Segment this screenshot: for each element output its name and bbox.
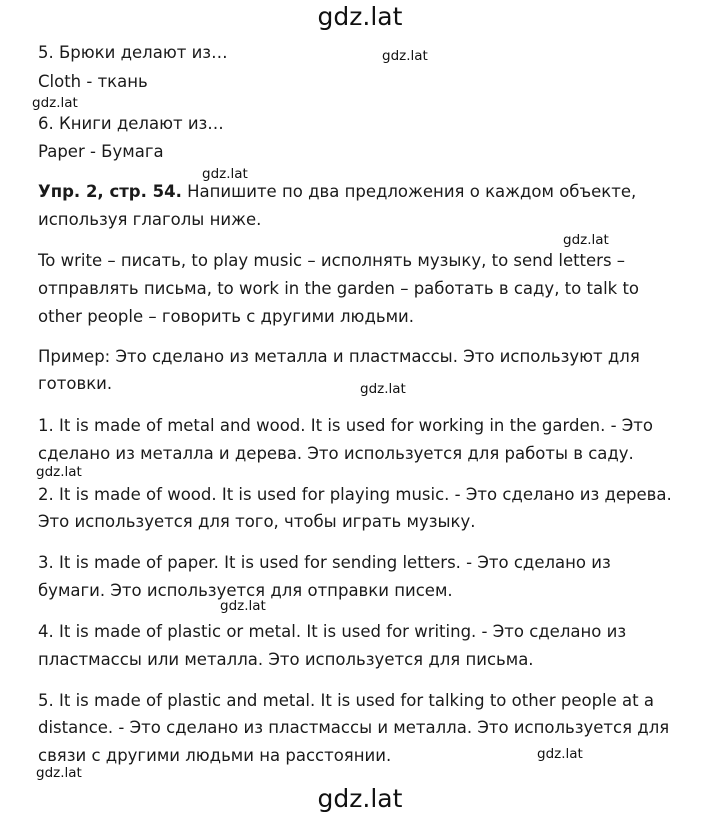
- watermark: gdz.lat: [382, 48, 428, 64]
- verbs-line-3: other people – говорить с другими людьми.: [38, 307, 414, 326]
- example-line-1: Пример: Это сделано из металла и пластмассы. Это используют для: [38, 347, 640, 366]
- answer-2-line-2: Это используется для того, чтобы играть музыку.: [38, 512, 476, 531]
- answer-3-line-1: 3. It is made of paper. It is used for sending letters. - Это сделано из: [38, 553, 611, 572]
- watermark: gdz.lat: [537, 746, 583, 762]
- exercise-label: Упр. 2, стр. 54.: [38, 182, 182, 201]
- watermark: gdz.lat: [563, 232, 609, 248]
- answer-5-line-1: 5. It is made of plastic and metal. It is used for talking to other people at a: [38, 691, 654, 710]
- answer-1-line-2: сделано из металла и дерева. Это используется для работы в саду.: [38, 444, 634, 463]
- exercise-task-line-1: [38, 181, 636, 203]
- answer-3-line-2: бумаги. Это используется для отправки писем.: [38, 581, 453, 600]
- answer-5: Cloth - ткань: [38, 72, 148, 91]
- answer-2-line-1: 2. It is made of wood. It is used for playing music. - Это сделано из дерева.: [38, 485, 672, 504]
- answer-4-line-1: 4. It is made of plastic or metal. It is used for writing. - Это сделано из: [38, 622, 627, 641]
- watermark: gdz.lat: [220, 598, 266, 614]
- watermark: gdz.lat: [36, 765, 82, 781]
- verbs-line-2: отправлять письма, to work in the garden – работать в саду, to talk to: [38, 279, 640, 298]
- answer-5-line-3: связи с другими людьми на расстоянии.: [38, 746, 392, 765]
- watermark: gdz.lat: [36, 464, 82, 480]
- watermark: gdz.lat: [32, 95, 78, 111]
- answer-4-line-2: пластмассы или металла. Это используется для письма.: [38, 650, 534, 669]
- answer-5-line-2: distance. - Это сделано из пластмассы и металла. Это используется для: [38, 718, 670, 737]
- watermark: gdz.lat: [360, 381, 406, 397]
- site-header: gdz.lat: [317, 2, 403, 31]
- example-line-2: готовки.: [38, 374, 113, 393]
- site-footer: gdz.lat: [317, 784, 403, 813]
- verbs-line-1: To write – писать, to play music – исполнять музыку, to send letters –: [38, 251, 626, 270]
- exercise-task-line-2: используя глаголы ниже.: [38, 210, 262, 229]
- exercise-task-text: Напишите по два предложения о каждом объекте,: [181, 182, 637, 201]
- answer-6: Paper - Бумага: [38, 142, 164, 161]
- watermark: gdz.lat: [202, 166, 248, 182]
- question-6: 6. Книги делают из…: [38, 114, 224, 133]
- question-5: 5. Брюки делают из…: [38, 43, 228, 62]
- answer-1-line-1: 1. It is made of metal and wood. It is used for working in the garden. - Это: [38, 416, 654, 435]
